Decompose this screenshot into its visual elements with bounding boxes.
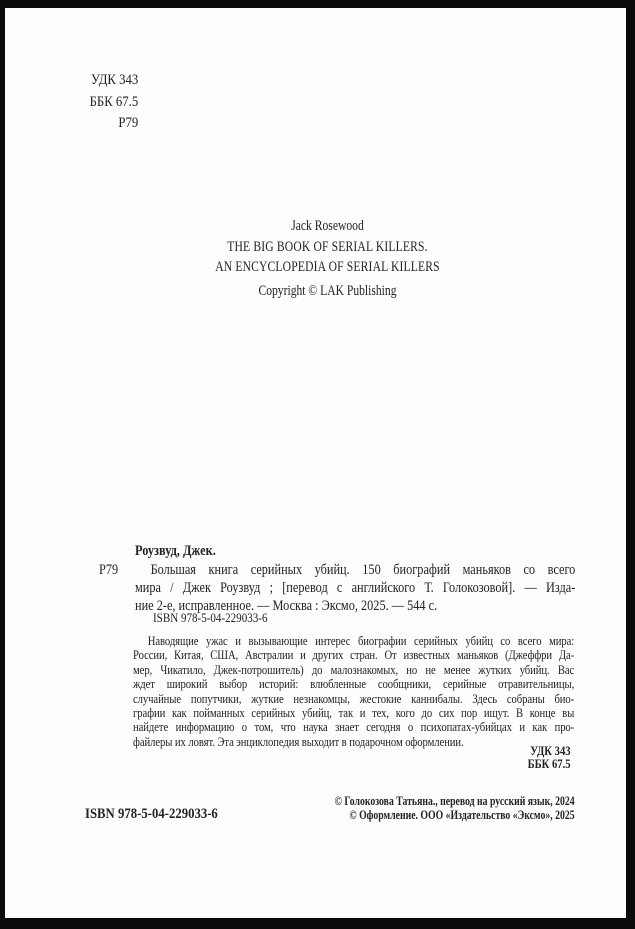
udk-code: УДК 343 (90, 72, 138, 88)
catalog-bibliographic-entry (135, 561, 575, 616)
original-author-name: Jack Rosewood (291, 218, 364, 234)
footer-copyright-block (335, 795, 575, 822)
book-imprint-page (5, 8, 626, 918)
annotation-line: найдете информацию о том, что наука знает сегодня о психопатах-убийцах и как про- (133, 719, 575, 735)
annotation-line: ждет широкий выбор историй: влюбленные сообщники, серийные отравительницы, (133, 676, 575, 692)
annotation-line: случайные попутчики, жуткие незнакомцы, жестокие каннибалы. Здесь собраны био- (133, 690, 575, 706)
footer-isbn: ISBN 978-5-04-229033-6 (85, 806, 218, 822)
annotation-line: мер, Чикатило, Джек-потрошитель) до малознакомых, но не менее жутких убийц. Вас (133, 661, 575, 677)
publisher-copyright: © Оформление. ООО «Издательство «Эксмо», 2025 (349, 807, 575, 822)
bbk-code: ББК 67.5 (89, 93, 138, 110)
original-title-block (134, 215, 522, 301)
bottom-classification-codes (528, 745, 571, 770)
top-classification-codes (89, 70, 138, 135)
udk-code-bottom: УДК 343 (530, 744, 571, 758)
catalog-entry-line: ние 2-е, исправленное. — Москва : Эксмо, 2025. — 544 с. (135, 598, 438, 615)
annotation-line: графии как пойманных серийных убийц, так и тех, кого до сих пор ищут. В конце вы (133, 705, 575, 721)
catalog-isbn: ISBN 978-5-04-229033-6 (153, 610, 268, 625)
catalog-margin-code: Р79 (99, 562, 119, 578)
bbk-code-bottom: ББК 67.5 (527, 756, 571, 771)
author-sign-code: Р79 (118, 115, 138, 131)
annotation-line: России, Китая, США, Австралии и других стран. От известных маньяков (Джеффри Да- (133, 647, 575, 663)
original-copyright-line: Copyright © LAK Publishing (258, 283, 397, 299)
translation-copyright: © Голокозова Татьяна., перевод на русский язык, 2024 (335, 794, 575, 808)
catalog-entry-line: мира / Джек Роузвуд ; [перевод с английского Т. Голокозовой]. — Изда- (135, 579, 576, 596)
original-title-line-2: AN ENCYCLOPEDIA OF SERIAL KILLERS (215, 259, 440, 275)
original-title-line-1: THE BIG BOOK OF SERIAL KILLERS. (227, 239, 428, 255)
annotation-paragraph (133, 634, 574, 749)
catalog-entry-line: Большая книга серийных убийц. 150 биографий маньяков со всего (150, 561, 576, 578)
catalog-author-heading: Роузвуд, Джек. (135, 543, 216, 559)
annotation-line: файлеры их ловят. Эта энциклопедия выходит в подарочном оформлении. (133, 733, 464, 749)
annotation-line: Наводящие ужас и вызывающие интерес биографии серийных убийц со всего мира: (147, 633, 575, 648)
